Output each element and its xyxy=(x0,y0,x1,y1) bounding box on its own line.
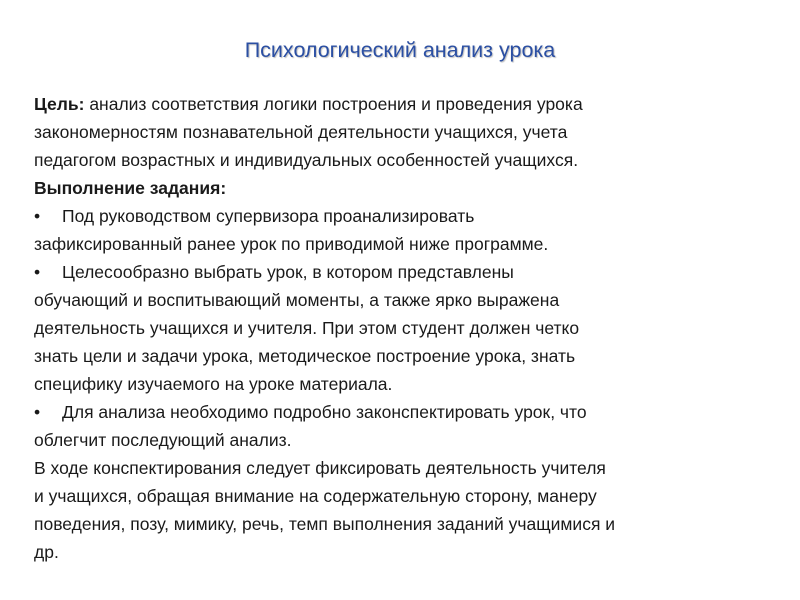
slide-body xyxy=(34,90,774,566)
closing-line-3: поведения, позу, мимику, речь, темп выполнения заданий учащимися и xyxy=(34,514,616,534)
bullet-2-line-4: знать цели и задачи урока, методическое построение урока, знать xyxy=(34,346,576,366)
bullet-marker: • xyxy=(34,206,41,226)
bullet-2-line-1 xyxy=(34,258,774,286)
bullet-2-text-1: Целесообразно выбрать урок, в котором представлены xyxy=(62,262,514,282)
bullet-1-line-2: зафиксированный ранее урок по приводимой ниже программе. xyxy=(34,234,549,254)
bullet-2-line-2: обучающий и воспитывающий моменты, а также ярко выражена xyxy=(34,290,560,310)
closing-line-1: В ходе конспектирования следует фиксировать деятельность учителя xyxy=(34,458,606,478)
closing-line-4: др. xyxy=(34,542,59,562)
goal-line-3: педагогом возрастных и индивидуальных особенностей учащихся. xyxy=(34,150,579,170)
bullet-3-text-1: Для анализа необходимо подробно законспектировать урок, что xyxy=(62,402,587,422)
bullet-1-text-1: Под руководством супервизора проанализировать xyxy=(62,206,475,226)
goal-label: Цель: xyxy=(34,94,85,114)
task-heading: Выполнение задания: xyxy=(34,178,227,198)
bullet-3-line-2: облегчит последующий анализ. xyxy=(34,430,292,450)
goal-text-1: анализ соответствия логики построения и проведения урока xyxy=(89,94,583,114)
bullet-1-line-1 xyxy=(34,202,774,230)
bullet-marker: • xyxy=(34,262,41,282)
bullet-marker: • xyxy=(34,402,41,422)
bullet-3-line-1 xyxy=(34,398,774,426)
closing-line-2: и учащихся, обращая внимание на содержательную сторону, манеру xyxy=(34,486,597,506)
goal-line-1 xyxy=(34,90,774,118)
goal-line-2: закономерностям познавательной деятельности учащихся, учета xyxy=(34,122,568,142)
bullet-2-line-3: деятельность учащихся и учителя. При этом студент должен четко xyxy=(34,318,580,338)
bullet-2-line-5: специфику изучаемого на уроке материала. xyxy=(34,374,393,394)
slide-title: Психологический анализ урока xyxy=(244,38,556,62)
